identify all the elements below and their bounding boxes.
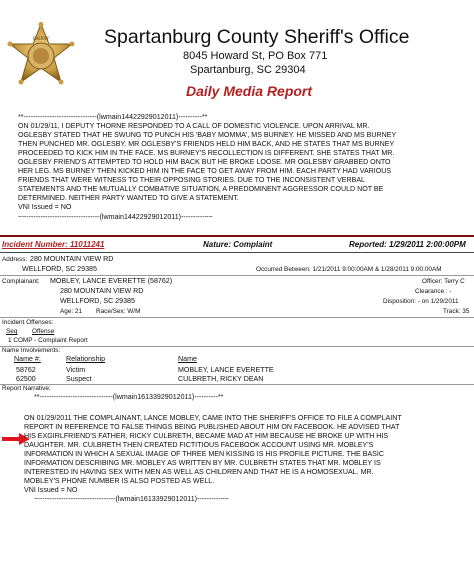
victim-number: 58762	[16, 366, 36, 374]
narrative-line: VNI Issued = NO	[18, 203, 72, 212]
office-city: Spartanburg, SC 29304	[190, 64, 306, 76]
victim-name: MOBLEY, LANCE EVERETTE	[178, 366, 274, 374]
first-entry-narrative	[18, 113, 468, 222]
narrative-line: ON 01/29/2011 THE COMPLAINANT, LANCE MOBLEY, CAME INTO THE SHERIFF'S OFFICE TO FILE A COMPLAINT	[24, 414, 402, 423]
seq-header: Seq	[6, 328, 18, 335]
narrative-line: INFORMATION DESCRIBING MR. MOBLEY AS WRITTEN BY MR. CULBRETH STATES THAT MR. MOBLEY IS	[24, 459, 381, 468]
narrative-line: STATEMENTS AND THE MUTUALLY COMBATIVE SITUATION, A PREDOMINENT AGGRESSOR COULD NOT BE	[18, 185, 384, 194]
narrative-line: MOBLEY'S PHONE NUMBER IS ALSO POSTED AS WELL.	[24, 477, 215, 486]
victim-relationship: Victim	[66, 366, 86, 374]
row-divider	[0, 346, 474, 347]
narrative-line: HIS EXGIRLFRIEND'S FATHER, RICKY CULBRETH, BECAME MAD AT HIM BECAUSE HE BROKE UP WITH HIS	[24, 432, 389, 441]
report-title: Daily Media Report	[186, 83, 313, 99]
narrative-line: INFORMATION IN WHICH A SEXUAL IMAGE OF THREE MEN KISSING IS HIS PROFILE PICTURE. THE BASIC	[24, 450, 384, 459]
incident-address: 280 MOUNTAIN VIEW RD	[30, 255, 114, 263]
narrative-line: OGLESBY STATED THAT HE SWUNG TO PUNCH HIS 'BABY MOMMA', MS BURNEY. HE MISSED AND MS BURNEY	[18, 131, 397, 140]
section-divider	[0, 235, 474, 237]
incident-address-city: WELLFORD, SC 29385	[22, 265, 97, 273]
officer: Officer: Terry C	[422, 278, 465, 285]
names-label: Name Involvements:	[2, 347, 61, 354]
office-address: 8045 Howard St, PO Box 771	[183, 50, 328, 62]
offense-row: 1 COMP - Complaint Report	[8, 337, 88, 344]
disposition: Disposition: - on 1/29/2011	[383, 298, 459, 305]
incident-reported: Reported: 1/29/2011 2:00:00PM	[349, 240, 466, 249]
suspect-relationship: Suspect	[66, 375, 92, 383]
relationship-header: Relationship	[66, 355, 106, 363]
address-label: Address:	[2, 256, 28, 263]
narrative-line: VNI Issued = NO	[24, 486, 78, 495]
office-name: Spartanburg County Sheriff's Office	[104, 26, 410, 48]
incident-nature: Nature: Complaint	[203, 240, 273, 249]
narrative-line: PROCEEDED TO KICK HIM IN THE FACE. MS BURNEY'S RECOLLECTION IS DIFFERENT. SHE STATES THAT MR.	[18, 149, 395, 158]
offenses-label: Incident Offenses:	[2, 319, 54, 326]
narrative-line: DETERMINED. NEITHER PARTY WANTED TO GIVE A STATEMENT.	[18, 194, 239, 203]
row-divider	[0, 384, 474, 385]
narrative-line: OGLESBY FRIEND'S ATTEMPTED TO HOLD HIM BACK BUT HE BROKE LOOSE. MR OGLESBY GRABBED ONTO	[18, 158, 391, 167]
narrative-label: Report Narrative:	[2, 385, 51, 392]
name-num-header: Name #:	[14, 355, 41, 363]
suspect-number: 62500	[16, 375, 36, 383]
complainant-address: 280 MOUNTAIN VIEW RD	[60, 287, 144, 295]
track: Track: 35	[443, 308, 470, 315]
offense-header: Offense	[32, 328, 55, 335]
narrative-line: INTERESTED IN HAVING SEX WITH MEN AS WELL AS CHILDREN AND THAT HE IS A HOMOSEXUAL. MR.	[24, 468, 374, 477]
narrative-line: THEN PUNCHED MR. OGLESBY. MR OGLESBY'S FRIENDS HELD HIM BACK, AND HE STATES THAT MS BURNEY	[18, 140, 395, 149]
suspect-name: CULBRETH, RICKY DEAN	[178, 375, 264, 383]
incident-narrative	[24, 393, 472, 505]
narrative-line: ~~-------------------------------(lwmain14422929012011)----------~~	[18, 212, 213, 221]
complainant-race-sex: Race/Sex: W/M	[96, 308, 141, 315]
name-header: Name	[178, 355, 197, 363]
occurred-between: Occurred Between: 1/21/2011 9:00:00AM & 1/28/2011 9:00:00AM	[256, 266, 442, 273]
complainant-city: WELLFORD, SC 29385	[60, 297, 135, 305]
narrative-line: ON 01/29/11, I DEPUTY THORNE RESPONDED TO A CALL OF DOMESTIC VIOLENCE. UPON ARRIVAL MR.	[18, 122, 370, 131]
narrative-line: HER LEG. MS BURNEY THEN KICKED HIM IN THE FACE TO GET AWAY FROM HIM. EACH PARTY HAD VARIOUS	[18, 167, 392, 176]
incident-number: Incident Number: 11011241	[2, 240, 105, 249]
narrative-line: DAUGHTER. MR. CULBRETH THEN CREATED FICTITIOUS FACEBOOK ACCOUNT USING MR. MOBLEY'S	[24, 441, 374, 450]
complainant-age: Age: 21	[60, 308, 83, 315]
row-divider	[0, 275, 474, 276]
complainant-label: Complainant:	[2, 278, 40, 285]
narrative-line: REPORT IN REFERENCE TO FALSE THINGS BEING PUBLISHED ABOUT HIM ON FACEBOOK. HE ADVISED THAT	[24, 423, 400, 432]
row-divider	[0, 252, 474, 253]
badge-text: SHERIFF	[32, 36, 50, 41]
narrative-line: **-------------------------------(lwmain16133929012011)----------**	[34, 393, 224, 401]
row-divider	[0, 317, 474, 318]
narrative-line: **-------------------------------(lwmain14422929012011)----------**	[18, 113, 208, 121]
clearance: Clearance : -	[415, 288, 452, 295]
narrative-line: FRIENDS THAT WERE WITNESS TO THEIR OPPOSING STORIES. DUE TO THE INCONSISTENT VERBAL	[18, 176, 365, 185]
complainant-name: MOBLEY, LANCE EVERETTE (58762)	[50, 277, 173, 285]
narrative-line: ~~-------------------------------(lwmain16133929012011)----------~~	[34, 495, 229, 504]
sheriff-badge-icon	[6, 22, 76, 94]
